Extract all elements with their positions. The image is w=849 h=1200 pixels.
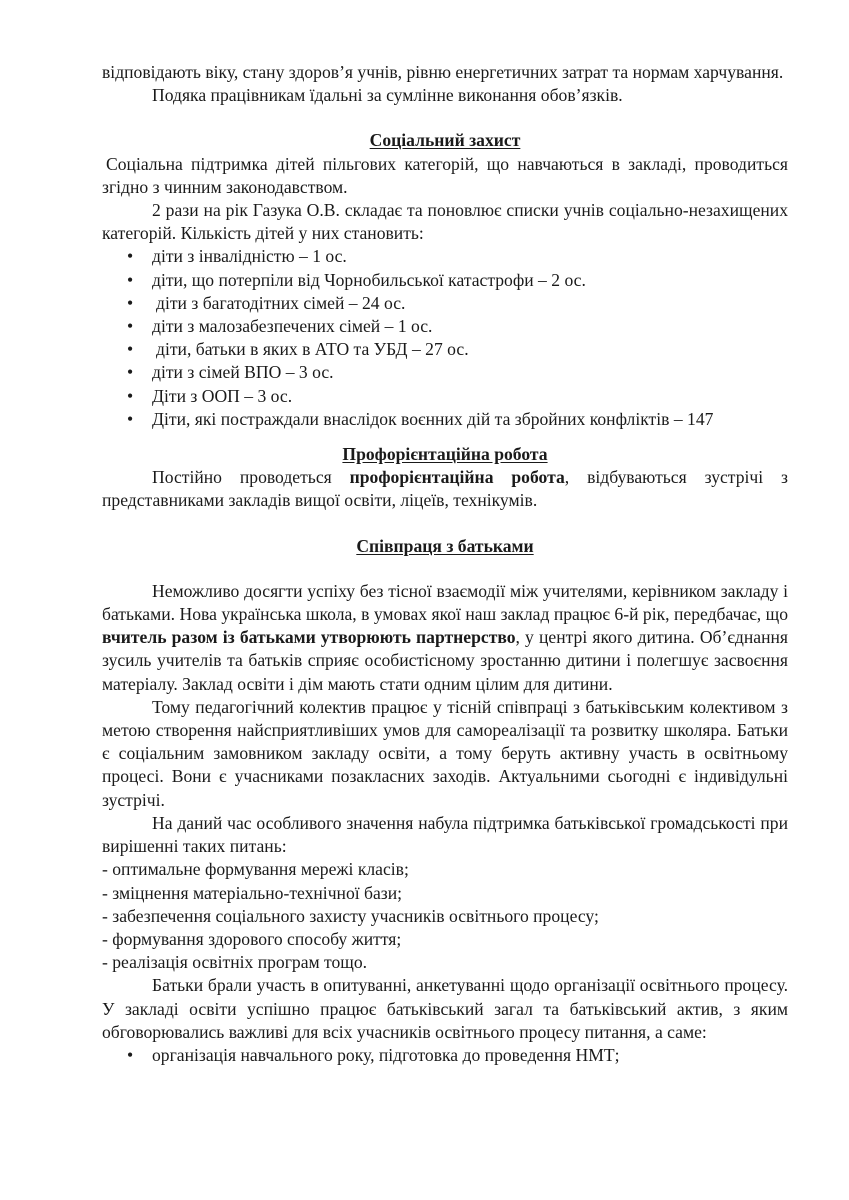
list-item: - реалізація освітніх програм тощо. <box>102 952 368 973</box>
spacer <box>102 513 788 535</box>
bullet-icon: • <box>127 385 134 406</box>
section-parents-cooperation <box>102 535 788 1067</box>
social-paragraph-2: 2 рази на рік Газука О.В. складає та поновлює списки учнів соціально-незахищених категорій. Кількість дітей у них становить: <box>102 200 788 244</box>
section-career-guidance <box>102 443 788 513</box>
career-paragraph: Постійно проводеться профорієнтаційна робота, відбуваються зустрічі з представниками закладів вищої освіти, ліцеїв, технікумів. <box>102 467 788 511</box>
parents-paragraph-3: На даний час особливого значення набула підтримка батьківської громадськості при вирішенні таких питань: <box>102 812 788 857</box>
list-item: • Діти з ООП – 3 ос. <box>102 385 788 408</box>
section-heading-social: Соціальний захист <box>369 130 521 151</box>
bullet-icon: • <box>127 269 134 290</box>
list-item: • діти, що потерпіли від Чорнобильської катастрофи – 2 ос. <box>102 269 788 292</box>
bullet-icon: • <box>127 408 134 429</box>
spacer <box>102 107 788 129</box>
list-item: - формування здорового способу життя; <box>102 928 402 949</box>
bullet-icon: • <box>127 316 134 337</box>
parents-paragraph-4: Батьки брали участь в опитуванні, анкетуванні щодо організації освітнього процесу. У закладі освіти успішно працює батьківський загал та батьківський актив, з яким обговорювались важливі для всіх учасників освітнього процесу питання, а саме: <box>102 975 788 1042</box>
bullet-icon: • <box>127 292 134 313</box>
social-paragraph-1: Соціальна підтримка дітей пільгових категорій, що навчаються в закладі, проводиться згідно з чинним законодавством. <box>102 153 788 197</box>
bullet-icon: • <box>127 1044 134 1065</box>
document-page <box>102 61 788 1067</box>
list-item: • Діти, які постраждали внаслідок воєнних дій та збройних конфліктів – 147 <box>102 408 788 431</box>
social-categories-list <box>102 245 788 431</box>
list-item: • діти з багатодітних сімей – 24 ос. <box>102 292 788 315</box>
section-social-protection <box>102 129 788 431</box>
bold-phrase: профорієнтаційна робота <box>349 467 565 488</box>
list-item: - забезпечення соціального захисту учасників освітнього процесу; <box>102 905 599 926</box>
list-item: - зміцнення матеріально-технічної бази; <box>102 882 403 903</box>
intro-paragraph: відповідають віку, стану здоров’я учнів, рівню енергетичних затрат та нормам харчування. <box>102 62 784 82</box>
list-item: - оптимальне формування мережі класів; <box>102 859 409 880</box>
spacer <box>102 558 788 580</box>
bullet-icon: • <box>127 362 134 383</box>
list-item: • діти, батьки в яких в АТО та УБД – 27 ос. <box>102 338 788 361</box>
bullet-icon: • <box>127 246 134 267</box>
parents-paragraph-2: Тому педагогічний колектив працює у тісній співпраці з батьківським колективом з метою створення найсприятливіших умов для самореалізації та розвитку школяра. Батьки є соціальним замовником закладу освіти, а тому беруть активну участь в освітньому процесі. Вони є учасниками позакласних заходів. Актуальними сьогодні є індивідульні зустрічі. <box>102 696 788 810</box>
list-item: • діти з сімей ВПО – 3 ос. <box>102 361 788 384</box>
section-heading-career: Профорієнтаційна робота <box>342 444 548 465</box>
parents-issues-list <box>102 858 788 974</box>
section-heading-parents: Співпраця з батьками <box>356 535 534 556</box>
list-item: • організація навчального року, підготовка до проведення НМТ; <box>102 1044 788 1067</box>
spacer <box>102 431 788 443</box>
list-item: • діти з інвалідністю – 1 ос. <box>102 245 788 268</box>
thanks-paragraph: Подяка працівникам їдальні за сумлінне виконання обов’язків. <box>152 85 623 106</box>
bullet-icon: • <box>127 339 134 360</box>
list-item: • діти з малозабезпечених сімей – 1 ос. <box>102 315 788 338</box>
bold-phrase: вчитель разом із батьками утворюють партнерство <box>102 627 516 648</box>
parents-topics-list <box>102 1044 788 1067</box>
parents-paragraph-1: Неможливо досягти успіху без тісної взаємодії між учителями, керівником закладу і батьками. Нова українська школа, в умовах якої наш заклад працює 6-й рік, передбачає, що вчитель разом із батьками утворюють партнерство, у центрі якого дитина. Об’єднання зусиль учителів та батьків сприяє особистісному зростанню дитини і полегшує засвоєння матеріалу. Заклад освіти і дім мають стати одним цілим для дитини. <box>102 580 788 694</box>
